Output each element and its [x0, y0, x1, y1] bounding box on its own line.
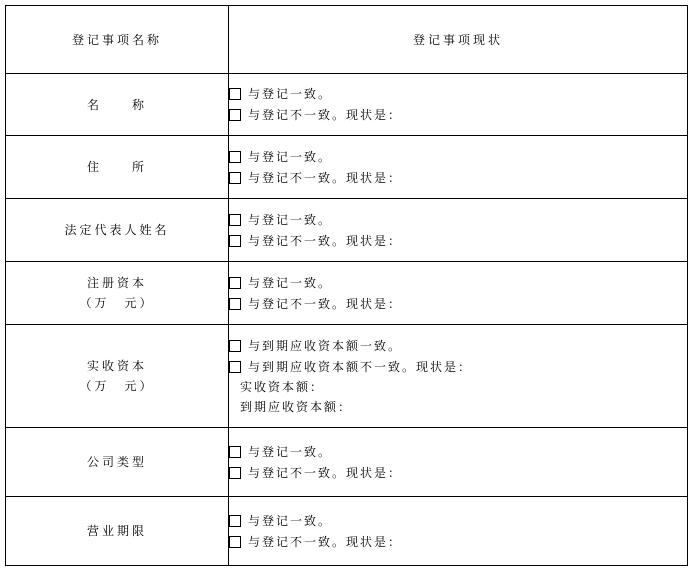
- row-label-line: （万 元）: [79, 296, 155, 310]
- checkbox[interactable]: [229, 235, 241, 247]
- row-label-line: 营业期限: [86, 524, 147, 538]
- row-label: [6, 199, 229, 262]
- row-status-cell: [229, 262, 688, 325]
- option-label: 与登记不一致。现状是：: [248, 296, 403, 311]
- checkbox[interactable]: [229, 446, 241, 458]
- row-label-line: 注册资本: [86, 276, 147, 290]
- option-label: 与登记一致。: [248, 87, 333, 101]
- registration-status-table: [5, 5, 688, 566]
- checkbox[interactable]: [229, 214, 241, 226]
- option-label: 与到期应收资本额不一致。现状是：: [248, 359, 473, 374]
- row-status-cell: [229, 497, 688, 566]
- table-row-legal-representative: [6, 199, 688, 262]
- table-row-paid-in-capital: [6, 325, 688, 428]
- row-label-line: 法定代表人姓名: [64, 223, 170, 237]
- option-inconsistent[interactable]: [229, 531, 687, 552]
- table-row-registered-capital: [6, 262, 688, 325]
- checkbox[interactable]: [229, 172, 241, 184]
- option-label: 与登记一致。: [248, 149, 333, 164]
- option-label: 与登记不一致。现状是：: [248, 233, 403, 248]
- row-status-cell: [229, 199, 688, 262]
- option-label: 与登记不一致。现状是：: [248, 170, 403, 185]
- option-consistent[interactable]: [229, 441, 687, 462]
- row-label: [6, 262, 229, 325]
- option-label: 与登记一致。: [248, 275, 333, 290]
- option-inconsistent[interactable]: [229, 462, 687, 483]
- option-consistent[interactable]: [229, 335, 687, 356]
- option-label: 与登记不一致。现状是：: [248, 465, 403, 480]
- option-consistent[interactable]: [229, 146, 687, 167]
- row-status-cell: [229, 136, 688, 199]
- row-status-cell: [229, 74, 688, 136]
- table-row-business-term: [6, 497, 688, 566]
- row-label: [6, 497, 229, 566]
- option-inconsistent[interactable]: [229, 293, 687, 314]
- checkbox[interactable]: [229, 109, 241, 121]
- checkbox[interactable]: [229, 515, 241, 527]
- checkbox[interactable]: [229, 298, 241, 310]
- table-row-address: [6, 136, 688, 199]
- checkbox[interactable]: [229, 151, 241, 163]
- option-label: 与登记不一致。现状是：: [248, 534, 403, 549]
- option-label: 与到期应收资本额一致。: [248, 338, 403, 353]
- header-item-name: 登记事项名称: [6, 6, 229, 74]
- option-consistent[interactable]: [229, 510, 687, 531]
- option-consistent[interactable]: [229, 209, 687, 230]
- row-label-line: 公司类型: [86, 455, 147, 469]
- row-label: [6, 136, 229, 199]
- row-status-cell: [229, 325, 688, 428]
- checkbox[interactable]: [229, 277, 241, 289]
- checkbox[interactable]: [229, 467, 241, 479]
- row-label-line: 住 所: [86, 160, 147, 174]
- option-inconsistent[interactable]: [229, 230, 687, 251]
- checkbox[interactable]: [229, 536, 241, 548]
- checkbox[interactable]: [229, 340, 241, 352]
- checkbox[interactable]: [229, 361, 241, 373]
- row-label-line: （万 元）: [79, 379, 155, 393]
- row-label: [6, 74, 229, 136]
- table-header-row: [6, 6, 688, 74]
- table-row-name: [6, 74, 688, 136]
- option-inconsistent[interactable]: [229, 105, 687, 126]
- row-label-line: 实收资本: [86, 359, 147, 373]
- option-label: 与登记一致。: [248, 513, 333, 528]
- option-consistent[interactable]: [229, 84, 687, 105]
- option-consistent[interactable]: [229, 272, 687, 293]
- checkbox[interactable]: [229, 88, 241, 100]
- row-label-line: 名 称: [86, 97, 147, 112]
- option-inconsistent[interactable]: [229, 356, 687, 377]
- due-capital-amount-field: 到期应收资本额：: [240, 400, 353, 414]
- header-item-status: 登记事项现状: [229, 6, 688, 74]
- option-inconsistent[interactable]: [229, 167, 687, 188]
- row-status-cell: [229, 428, 688, 497]
- row-label: [6, 325, 229, 428]
- table-row-company-type: [6, 428, 688, 497]
- option-label: 与登记一致。: [248, 444, 333, 459]
- option-label: 与登记一致。: [248, 212, 333, 227]
- row-label: [6, 428, 229, 497]
- paid-in-capital-amount-field: 实收资本额：: [240, 380, 325, 394]
- option-label: 与登记不一致。现状是：: [248, 108, 403, 122]
